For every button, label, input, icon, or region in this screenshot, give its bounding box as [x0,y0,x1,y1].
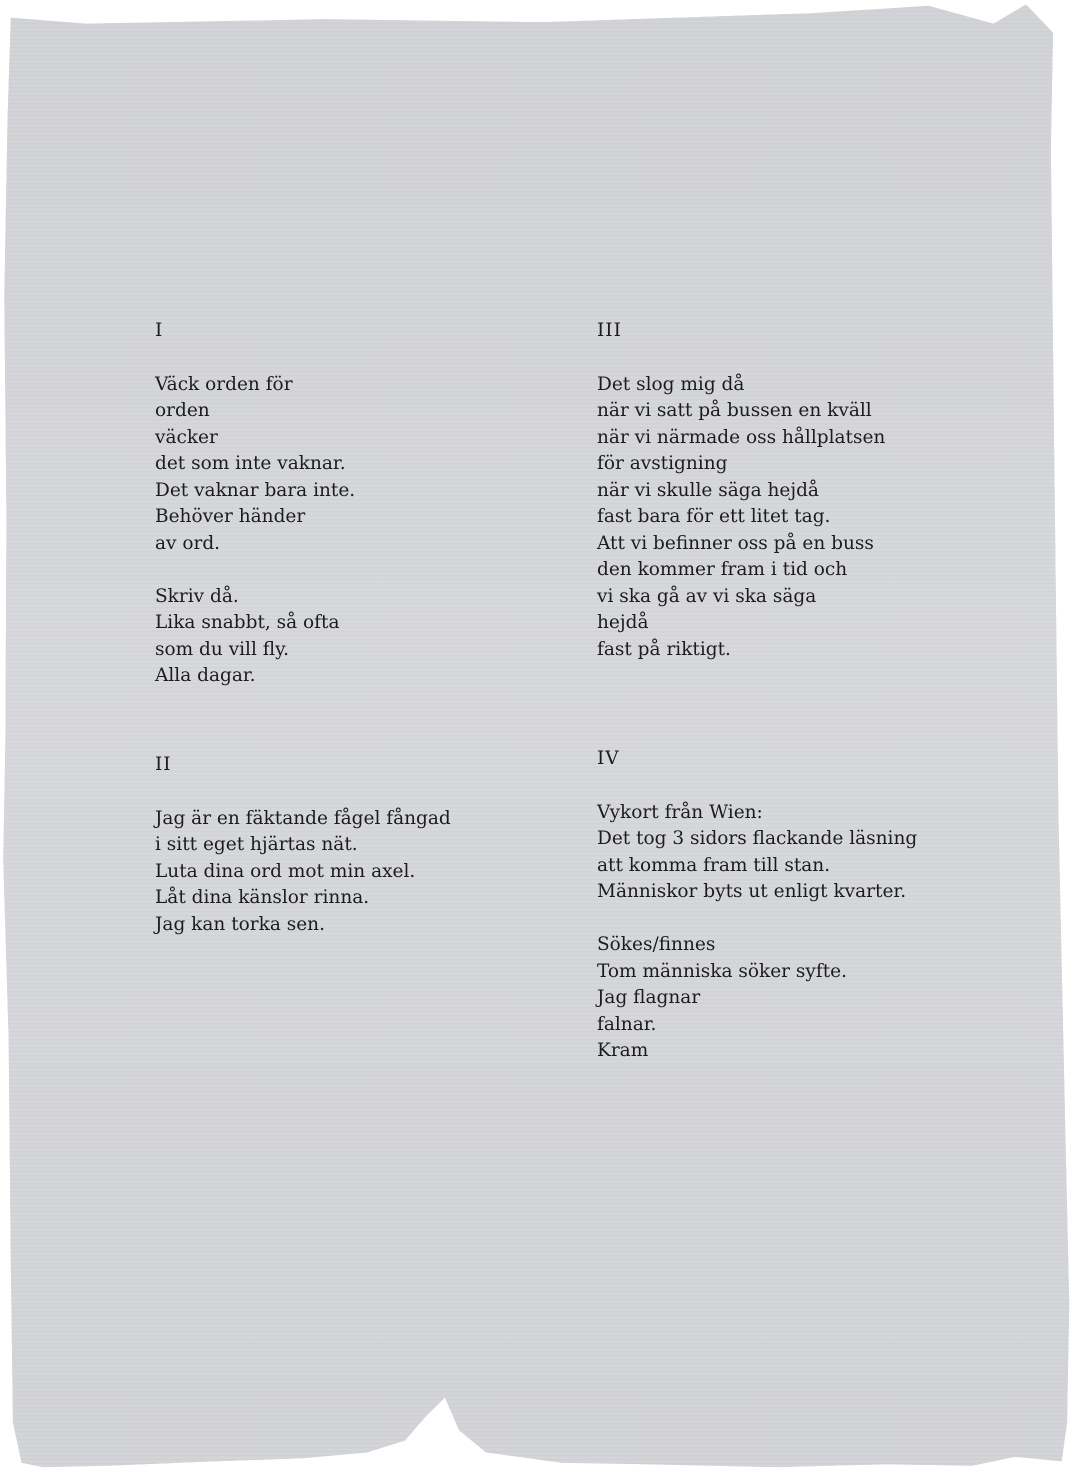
poem-numeral: III [597,320,622,341]
poem-line: Behöver händer [155,506,306,527]
poem-line: falnar. [597,1013,657,1035]
poem-line: Luta dina ord mot min axel. [155,860,416,882]
poem-line: Det tog 3 sidors flackande läsning [597,828,918,849]
poem-line: för avstigning [597,453,728,474]
stanza [155,372,355,558]
poem-line: fast på riktigt. [597,638,731,660]
poem-line: Jag flagnar [597,987,701,1008]
poem-line: Det slog mig då [597,373,745,395]
poem-line: Tom människa söker syfte. [597,960,847,982]
poem-line: Vykort från Wien: [597,801,763,823]
poem-line: Jag kan torka sen. [155,913,325,935]
poem-iv [597,746,917,1091]
stanza [597,932,917,1065]
poem-line: det som inte vaknar. [155,453,346,474]
poem-line: Jag är en fäktande fågel fångad [155,807,451,829]
stanza [597,372,885,664]
poem-i [155,318,355,716]
poem-line: fast bara för ett litet tag. [597,506,831,527]
poem-numeral: IV [597,748,620,769]
poem-line: när vi satt på bussen en kväll [597,400,872,421]
poem-line: när vi skulle säga hejdå [597,479,819,501]
poem-line: Lika snabbt, så ofta [155,612,340,633]
poem-line: i sitt eget hjärtas nät. [155,834,358,855]
poem-line: Skriv då. [155,585,239,607]
poem-line: hejdå [597,612,649,633]
stanza [597,800,917,906]
poem-numeral: II [155,754,172,775]
poem-line: Människor byts ut enligt kvarter. [597,881,907,902]
poem-line: av ord. [155,532,221,554]
poem-line: Väck orden för [155,373,293,395]
poem-line: som du vill fly. [155,638,289,660]
stanza [155,806,451,939]
poem-line: Det vaknar bara inte. [155,479,356,501]
poem-line: att komma fram till stan. [597,854,831,876]
poem-line: väcker [155,426,218,448]
poem-line: den kommer fram i tid och [597,559,848,580]
poem-line: Låt dina känslor rinna. [155,887,370,908]
poem-line: Alla dagar. [155,665,256,686]
poem-line: Kram [597,1040,649,1061]
poem-line: vi ska gå av vi ska säga [597,585,817,607]
poem-line: Sökes/finnes [597,934,716,955]
poem-iii [597,318,885,690]
poem-line: när vi närmade oss hållplatsen [597,426,886,448]
poem-line: orden [155,400,210,421]
poem-line: Att vi befinner oss på en buss [597,532,874,554]
stanza [155,584,355,690]
poem-ii [155,752,451,965]
poem-numeral: I [155,320,164,341]
